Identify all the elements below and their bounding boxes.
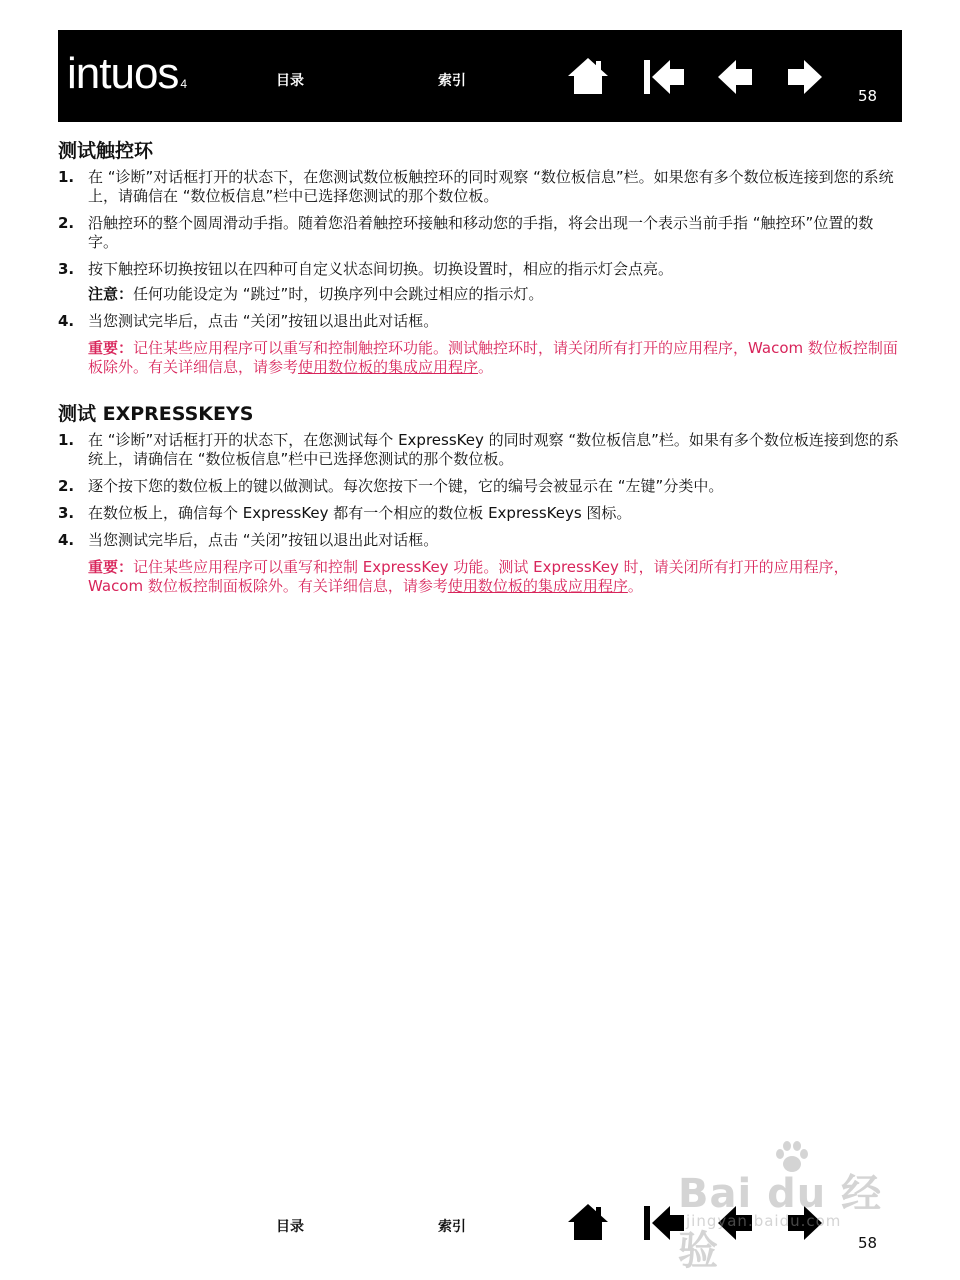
page-number: 58 xyxy=(858,1234,878,1252)
first-page-icon[interactable] xyxy=(642,58,686,96)
home-icon[interactable] xyxy=(566,1202,610,1242)
page-number: 58 xyxy=(858,87,878,105)
index-link[interactable]: 索引 xyxy=(438,73,466,89)
list-item: 1. 在 “诊断”对话框打开的状态下，在您测试数位板触控环的同时观察 “数位板信息”栏。如果您有多个数位板连接到您的系统上，请确信在 “数位板信息”栏中已选择您测试的那个数位板。 xyxy=(58,167,894,205)
list-item: 4. 当您测试完毕后，点击 “关闭”按钮以退出此对话框。 xyxy=(58,311,439,330)
list-item: 3. 在数位板上，确信每个 ExpressKey 都有一个相应的数位板 ExpressKeys 图标。 xyxy=(58,503,632,522)
home-icon[interactable] xyxy=(566,56,610,96)
section-title-expresskeys: 测试 EXPRESSKEYS xyxy=(58,402,254,425)
integrated-apps-link[interactable]: 使用数位板的集成应用程序 xyxy=(298,357,479,376)
baidu-watermark: Bai du 经验 jingyan.baidu.com xyxy=(676,1140,916,1240)
main-content xyxy=(58,140,902,596)
expresskeys-steps xyxy=(58,431,902,550)
list-item: 3. 按下触控环切换按钮以在四种可自定义状态间切换。切换设置时，相应的指示灯会点亮。 xyxy=(58,259,674,278)
toc-link[interactable]: 目录 xyxy=(276,1219,304,1235)
note-paragraph: 注意：任何功能设定为 “跳过”时，切换序列中会跳过相应的指示灯。 xyxy=(88,284,544,303)
list-item: 2. 沿触控环的整个圆周滑动手指。随着您沿着触控环接触和移动您的手指，将会出现一个表示当前手指 “触控环”位置的数字。 xyxy=(58,213,874,251)
integrated-apps-link[interactable]: 使用数位板的集成应用程序 xyxy=(447,576,628,595)
important-notice: 重要：记住某些应用程序可以重写和控制触控环功能。测试触控环时，请关闭所有打开的应用程序，Wacom 数位板控制面板除外。有关详细信息，请参考使用数位板的集成应用程序。 xyxy=(88,338,898,376)
list-item: 1. 在 “诊断”对话框打开的状态下，在您测试每个 ExpressKey 的同时观察 “数位板信息”栏。如果有多个数位板连接到您的系统上，请确信在 “数位板信息”栏中已选择您测试的那个数位板。 xyxy=(58,430,899,468)
section-title-touch-ring: 测试触控环 xyxy=(58,140,154,162)
header-bar xyxy=(58,30,902,122)
important-notice: 重要：记住某些应用程序可以重写和控制 ExpressKey 功能。测试 ExpressKey 时，请关闭所有打开的应用程序， Wacom 数位板控制面板除外。有关详细信息，请参考使用数位板的集成应用程序。 xyxy=(88,557,849,595)
touch-ring-steps xyxy=(58,168,902,279)
list-item: 2. 逐个按下您的数位板上的键以做测试。每次您按下一个键，它的编号会被显示在 “左键”分类中。 xyxy=(58,476,724,495)
touch-ring-steps-continued xyxy=(58,312,902,331)
intuos-logo: intuos 4 xyxy=(67,49,187,98)
next-page-icon[interactable] xyxy=(784,58,824,96)
index-link[interactable]: 索引 xyxy=(438,1219,466,1235)
previous-page-icon[interactable] xyxy=(716,58,756,96)
list-item: 4. 当您测试完毕后，点击 “关闭”按钮以退出此对话框。 xyxy=(58,530,439,549)
toc-link[interactable]: 目录 xyxy=(276,73,304,89)
